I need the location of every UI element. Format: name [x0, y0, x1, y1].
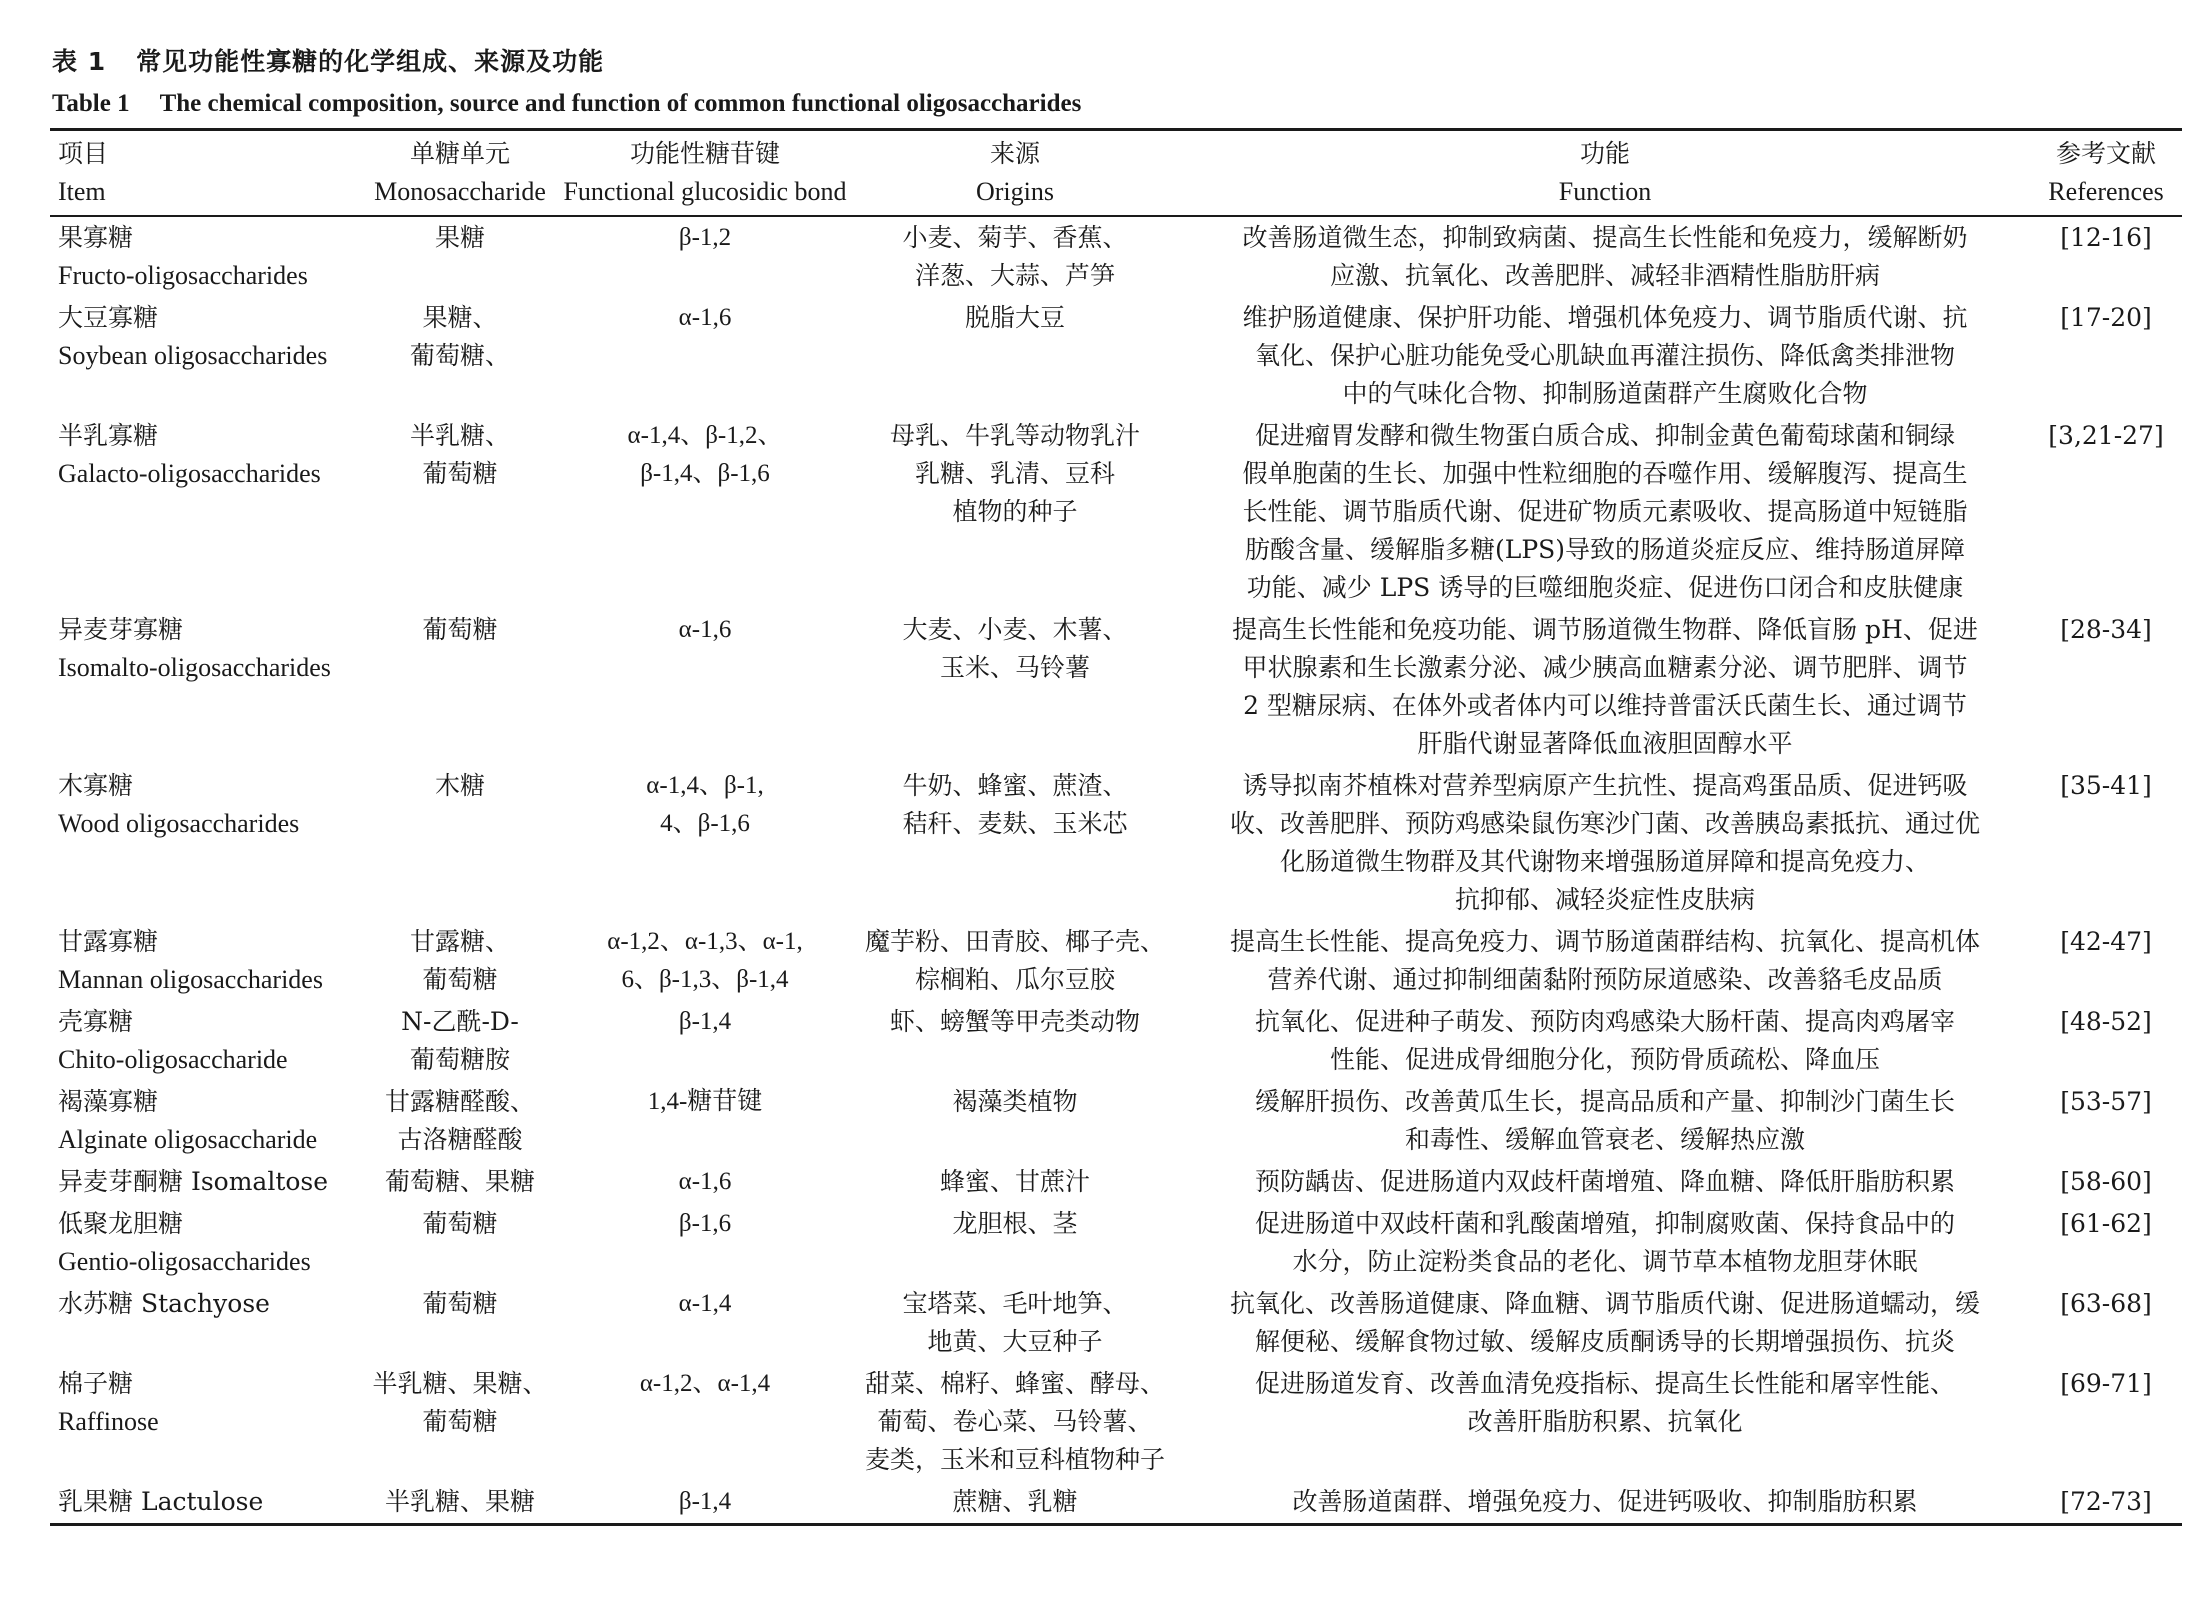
column-header-en: Functional glucosidic bond	[563, 177, 847, 206]
item-name-en: Raffinose	[58, 1407, 159, 1436]
item-cell	[50, 1363, 360, 1481]
glucosidic-bond-cell-line: α-1,2、α-1,3、α-1,	[607, 928, 803, 955]
table-row	[50, 1081, 2182, 1161]
origins-cell-line: 虾、螃蟹等甲壳类动物	[889, 1007, 1140, 1036]
function-cell-line: 功能、减少 LPS 诱导的巨噬细胞炎症、促进伤口闭合和皮肤健康	[1246, 573, 1964, 602]
monosaccharide-cell-line: 葡萄糖	[422, 615, 498, 644]
monosaccharide-cell-line: 葡萄糖胺	[409, 1045, 510, 1074]
item-name-en: Alginate oligosaccharide	[58, 1125, 318, 1154]
item-name-zh: 甘露寡糖	[58, 927, 159, 956]
function-cell-line: 改善肝脂肪积累、抗氧化	[1467, 1407, 1743, 1436]
item-cell	[50, 1161, 360, 1203]
item-name-en: Mannan oligosaccharides	[58, 965, 323, 994]
column-header	[560, 130, 850, 217]
origins-cell	[850, 297, 1180, 415]
glucosidic-bond-cell	[560, 415, 850, 609]
origins-cell	[850, 1001, 1180, 1081]
monosaccharide-cell-line: 半乳糖、果糖	[384, 1487, 535, 1516]
item-name-zh: 乳果糖	[58, 1487, 134, 1516]
table-row	[50, 1203, 2182, 1283]
function-cell-line: 诱导拟南芥植株对营养型病原产生抗性、提高鸡蛋品质、促进钙吸	[1242, 771, 1968, 800]
origins-cell-line: 麦类，玉米和豆科植物种子	[864, 1445, 1165, 1474]
origins-cell-line: 植物的种子	[952, 497, 1078, 526]
item-name	[58, 1487, 263, 1516]
function-cell-line: 抗氧化、促进种子萌发、预防肉鸡感染大肠杆菌、提高肉鸡屠宰	[1254, 1007, 1955, 1036]
monosaccharide-cell-line: 葡萄糖、	[409, 341, 510, 370]
origins-cell	[850, 1481, 1180, 1525]
oligosaccharide-table	[50, 128, 2182, 1526]
table-row	[50, 609, 2182, 765]
origins-cell-line: 脱脂大豆	[964, 303, 1065, 332]
function-cell-line: 维护肠道健康、保护肝功能、增强机体免疫力、调节脂质代谢、抗	[1242, 303, 1968, 332]
function-cell	[1180, 1001, 2030, 1081]
caption-zh	[52, 42, 604, 78]
origins-cell-line: 褐藻类植物	[952, 1087, 1078, 1116]
function-cell-line: 抗抑郁、减轻炎症性皮肤病	[1454, 885, 1755, 914]
monosaccharide-cell-line: 果糖	[434, 223, 485, 252]
glucosidic-bond-cell-line: 6、β-1,3、β-1,4	[621, 966, 789, 993]
glucosidic-bond-cell	[560, 297, 850, 415]
column-header-en: Origins	[976, 177, 1054, 206]
function-cell	[1180, 415, 2030, 609]
origins-cell-line: 龙胆根、茎	[952, 1209, 1078, 1238]
function-cell-line: 促进瘤胃发酵和微生物蛋白质合成、抑制金黄色葡萄球菌和铜绿	[1254, 421, 1955, 450]
function-cell	[1180, 1363, 2030, 1481]
reference-cell: [72-73]	[2060, 1487, 2152, 1516]
monosaccharide-cell	[360, 216, 560, 297]
reference-cell: [12-16]	[2060, 223, 2152, 252]
table-row	[50, 765, 2182, 921]
column-header-en: Function	[1558, 177, 1652, 206]
caption-en	[52, 90, 1081, 118]
item-name-zh: 木寡糖	[58, 771, 134, 800]
function-cell-line: 解便秘、缓解食物过敏、缓解皮质酮诱导的长期增强损伤、抗炎	[1254, 1327, 1955, 1356]
item-name-zh: 果寡糖	[58, 223, 134, 252]
monosaccharide-cell-line: 半乳糖、果糖、	[372, 1369, 548, 1398]
item-name-zh: 半乳寡糖	[58, 421, 159, 450]
function-cell	[1180, 609, 2030, 765]
column-header-en: Monosaccharide	[374, 177, 546, 206]
function-cell-line: 改善肠道微生态，抑制致病菌、提高生长性能和免疫力，缓解断奶	[1242, 223, 1968, 252]
function-cell	[1180, 921, 2030, 1001]
origins-cell-line: 蜂蜜、甘蔗汁	[939, 1167, 1090, 1196]
item-cell	[50, 1203, 360, 1283]
item-cell	[50, 1001, 360, 1081]
monosaccharide-cell	[360, 1283, 560, 1363]
glucosidic-bond-cell	[560, 1481, 850, 1525]
function-cell-line: 性能、促进成骨细胞分化，预防骨质疏松、降血压	[1329, 1045, 1880, 1074]
monosaccharide-cell	[360, 415, 560, 609]
glucosidic-bond-cell-line: β-1,4	[678, 1008, 732, 1035]
function-cell-line: 改善肠道菌群、增强免疫力、促进钙吸收、抑制脂肪积累	[1292, 1487, 1918, 1516]
item-name-zh: 水苏糖	[58, 1289, 134, 1318]
column-header	[850, 130, 1180, 217]
function-cell	[1180, 216, 2030, 297]
caption-zh-title: 常见功能性寡糖的化学组成、来源及功能	[136, 47, 605, 76]
glucosidic-bond-cell	[560, 1363, 850, 1481]
function-cell-line: 中的气味化合物、抑制肠道菌群产生腐败化合物	[1342, 379, 1868, 408]
function-cell	[1180, 297, 2030, 415]
item-name-zh: 大豆寡糖	[58, 303, 159, 332]
monosaccharide-cell-line: 葡萄糖、果糖	[384, 1167, 535, 1196]
monosaccharide-cell	[360, 1203, 560, 1283]
monosaccharide-cell	[360, 1161, 560, 1203]
origins-cell-line: 魔芋粉、田青胶、椰子壳、	[864, 927, 1165, 956]
function-cell-line: 肪酸含量、缓解脂多糖(LPS)导致的肠道炎症反应、维持肠道屏障	[1244, 535, 1966, 564]
origins-cell-line: 蔗糖、乳糖	[952, 1487, 1078, 1516]
monosaccharide-cell	[360, 1081, 560, 1161]
glucosidic-bond-cell	[560, 609, 850, 765]
item-name-en: Chito-oligosaccharide	[58, 1045, 288, 1074]
origins-cell-line: 葡萄、卷心菜、马铃薯、	[877, 1407, 1153, 1436]
column-header	[360, 130, 560, 217]
reference-cell: [58-60]	[2060, 1167, 2152, 1196]
origins-cell-line: 大麦、小麦、木薯、	[902, 615, 1128, 644]
reference-cell: [63-68]	[2060, 1289, 2152, 1318]
origins-cell	[850, 1161, 1180, 1203]
monosaccharide-cell	[360, 765, 560, 921]
glucosidic-bond-cell	[560, 1001, 850, 1081]
function-cell-line: 应激、抗氧化、改善肥胖、减轻非酒精性脂肪肝病	[1329, 261, 1880, 290]
glucosidic-bond-cell-line: α-1,4、β-1,	[646, 772, 764, 799]
glucosidic-bond-cell-line: α-1,6	[678, 1168, 732, 1195]
item-cell	[50, 1283, 360, 1363]
glucosidic-bond-cell	[560, 1283, 850, 1363]
item-cell	[50, 1081, 360, 1161]
item-cell	[50, 609, 360, 765]
origins-cell	[850, 216, 1180, 297]
monosaccharide-cell-line: 果糖、	[422, 303, 498, 332]
origins-cell	[850, 1283, 1180, 1363]
item-name-en: Soybean oligosaccharides	[58, 341, 328, 370]
column-header	[1180, 130, 2030, 217]
monosaccharide-cell-line: 甘露糖醛酸、	[384, 1087, 535, 1116]
monosaccharide-cell-line: 木糖	[434, 771, 485, 800]
function-cell	[1180, 1283, 2030, 1363]
glucosidic-bond-cell	[560, 921, 850, 1001]
monosaccharide-cell	[360, 1481, 560, 1525]
glucosidic-bond-cell	[560, 216, 850, 297]
item-name-zh: 异麦芽寡糖	[58, 615, 184, 644]
reference-cell: [53-57]	[2060, 1087, 2152, 1116]
column-header-zh: 参考文献	[2055, 139, 2156, 168]
reference-cell: [48-52]	[2060, 1007, 2152, 1036]
origins-cell	[850, 1081, 1180, 1161]
function-cell	[1180, 1203, 2030, 1283]
column-header-zh: 功能	[1579, 139, 1630, 168]
function-cell-line: 抗氧化、改善肠道健康、降血糖、调节脂质代谢、促进肠道蠕动，缓	[1229, 1289, 1980, 1318]
monosaccharide-cell-line: 葡萄糖	[422, 965, 498, 994]
function-cell-line: 收、改善肥胖、预防鸡感染鼠伤寒沙门菌、改善胰岛素抵抗、通过优	[1229, 809, 1980, 838]
caption-en-number: Table 1	[52, 90, 130, 117]
column-header-zh: 功能性糖苷键	[629, 139, 780, 168]
origins-cell-line: 乳糖、乳清、豆科	[914, 459, 1115, 488]
origins-cell	[850, 1363, 1180, 1481]
origins-cell-line: 宝塔菜、毛叶地笋、	[902, 1289, 1128, 1318]
glucosidic-bond-cell-line: α-1,6	[678, 304, 732, 331]
item-name	[58, 1289, 270, 1318]
column-header	[2030, 130, 2182, 217]
origins-cell-line: 洋葱、大蒜、芦笋	[914, 261, 1115, 290]
table-row	[50, 1481, 2182, 1525]
function-cell-line: 水分，防止淀粉类食品的老化、调节草本植物龙胆芽休眠	[1292, 1247, 1918, 1276]
function-cell	[1180, 765, 2030, 921]
column-header-zh: 单糖单元	[409, 139, 510, 168]
reference-cell: [69-71]	[2060, 1369, 2152, 1398]
item-cell	[50, 921, 360, 1001]
item-name-en: Wood oligosaccharides	[58, 809, 300, 838]
monosaccharide-cell	[360, 921, 560, 1001]
item-cell	[50, 415, 360, 609]
glucosidic-bond-cell-line: β-1,4、β-1,6	[640, 460, 770, 487]
function-cell-line: 提高生长性能和免疫功能、调节肠道微生物群、降低盲肠 pH、促进	[1232, 615, 1978, 644]
glucosidic-bond-cell	[560, 765, 850, 921]
item-name-en: Gentio-oligosaccharides	[58, 1247, 311, 1276]
glucosidic-bond-cell-line: 1,4-糖苷键	[647, 1088, 763, 1115]
origins-cell-line: 秸秆、麦麸、玉米芯	[902, 809, 1128, 838]
caption-en-title: The chemical composition, source and function of common functional oligosaccharides	[159, 90, 1082, 117]
monosaccharide-cell-line: 葡萄糖	[422, 1209, 498, 1238]
origins-cell	[850, 1203, 1180, 1283]
origins-cell-line: 甜菜、棉籽、蜂蜜、酵母、	[864, 1369, 1165, 1398]
origins-cell	[850, 609, 1180, 765]
origins-cell	[850, 415, 1180, 609]
glucosidic-bond-cell-line: β-1,4	[678, 1488, 732, 1515]
table-row	[50, 1161, 2182, 1203]
item-name-zh: 异麦芽酮糖	[58, 1167, 184, 1196]
item-cell	[50, 216, 360, 297]
glucosidic-bond-cell	[560, 1081, 850, 1161]
function-cell-line: 氧化、保护心脏功能免受心肌缺血再灌注损伤、降低禽类排泄物	[1254, 341, 1955, 370]
table-row	[50, 1283, 2182, 1363]
item-name-zh: 低聚龙胆糖	[58, 1209, 184, 1238]
monosaccharide-cell	[360, 1001, 560, 1081]
table-row	[50, 216, 2182, 297]
glucosidic-bond-cell	[560, 1161, 850, 1203]
origins-cell-line: 母乳、牛乳等动物乳汁	[889, 421, 1140, 450]
function-cell-line: 2 型糖尿病、在体外或者体内可以维持普雷沃氏菌生长、通过调节	[1243, 691, 1967, 720]
item-name-zh: 褐藻寡糖	[58, 1087, 159, 1116]
function-cell	[1180, 1481, 2030, 1525]
function-cell-line: 肝脂代谢显著降低血液胆固醇水平	[1417, 729, 1793, 758]
monosaccharide-cell-line: 甘露糖、	[409, 927, 510, 956]
column-header-zh: 项目	[58, 139, 109, 168]
function-cell-line: 长性能、调节脂质代谢、促进矿物质元素吸收、提高肠道中短链脂	[1242, 497, 1968, 526]
table-row	[50, 1363, 2182, 1481]
origins-cell	[850, 921, 1180, 1001]
column-header	[50, 130, 360, 217]
function-cell-line: 营养代谢、通过抑制细菌黏附预防尿道感染、改善貉毛皮品质	[1267, 965, 1943, 994]
glucosidic-bond-cell	[560, 1203, 850, 1283]
column-header-zh: 来源	[989, 139, 1040, 168]
function-cell	[1180, 1161, 2030, 1203]
monosaccharide-cell-line: 古洛糖醛酸	[397, 1125, 523, 1154]
function-cell-line: 促进肠道中双歧杆菌和乳酸菌增殖，抑制腐败菌、保持食品中的	[1254, 1209, 1955, 1238]
table-row	[50, 297, 2182, 415]
origins-cell-line: 棕榈粕、瓜尔豆胶	[914, 965, 1115, 994]
function-cell-line: 预防龋齿、促进肠道内双歧杆菌增殖、降血糖、降低肝脂肪积累	[1254, 1167, 1955, 1196]
monosaccharide-cell	[360, 297, 560, 415]
item-name	[58, 1167, 328, 1196]
monosaccharide-cell	[360, 609, 560, 765]
reference-cell: [3,21-27]	[2048, 421, 2164, 450]
table-body	[50, 216, 2182, 1525]
item-name-en: Lactulose	[140, 1487, 264, 1516]
item-name-en: Fructo-oligosaccharides	[58, 261, 308, 290]
function-cell-line: 提高生长性能、提高免疫力、调节肠道菌群结构、抗氧化、提高机体	[1229, 927, 1980, 956]
function-cell	[1180, 1081, 2030, 1161]
origins-cell-line: 地黄、大豆种子	[927, 1327, 1103, 1356]
monosaccharide-cell-line: 葡萄糖	[422, 459, 498, 488]
reference-cell: [61-62]	[2060, 1209, 2152, 1238]
reference-cell: [35-41]	[2060, 771, 2152, 800]
reference-cell: [42-47]	[2060, 927, 2152, 956]
glucosidic-bond-cell-line: β-1,2	[678, 224, 732, 251]
item-cell	[50, 765, 360, 921]
function-cell-line: 假单胞菌的生长、加强中性粒细胞的吞噬作用、缓解腹泻、提高生	[1242, 459, 1968, 488]
item-name-zh: 棉子糖	[58, 1369, 134, 1398]
function-cell-line: 化肠道微生物群及其代谢物来增强肠道屏障和提高免疫力、	[1279, 847, 1930, 876]
glucosidic-bond-cell-line: α-1,4、β-1,2、	[627, 422, 783, 449]
table-row	[50, 921, 2182, 1001]
column-header-en: References	[2048, 177, 2164, 206]
origins-cell-line: 玉米、马铃薯	[939, 653, 1090, 682]
header-row	[50, 130, 2182, 217]
column-header-en: Item	[58, 177, 106, 206]
glucosidic-bond-cell-line: β-1,6	[678, 1210, 732, 1237]
monosaccharide-cell-line: 葡萄糖	[422, 1407, 498, 1436]
item-name-en: Isomalto-oligosaccharides	[58, 653, 331, 682]
origins-cell-line: 牛奶、蜂蜜、蔗渣、	[902, 771, 1128, 800]
glucosidic-bond-cell-line: 4、β-1,6	[660, 810, 750, 837]
origins-cell-line: 小麦、菊芋、香蕉、	[902, 223, 1128, 252]
glucosidic-bond-cell-line: α-1,6	[678, 616, 732, 643]
item-name-zh: 壳寡糖	[58, 1007, 134, 1036]
glucosidic-bond-cell-line: α-1,2、α-1,4	[639, 1370, 771, 1397]
item-name-en: Galacto-oligosaccharides	[58, 459, 321, 488]
item-cell	[50, 1481, 360, 1525]
function-cell-line: 促进肠道发育、改善血清免疫指标、提高生长性能和屠宰性能、	[1254, 1369, 1955, 1398]
item-name-en: Stachyose	[140, 1289, 270, 1318]
function-cell-line: 缓解肝损伤、改善黄瓜生长，提高品质和产量、抑制沙门菌生长	[1254, 1087, 1955, 1116]
monosaccharide-cell	[360, 1363, 560, 1481]
table-row	[50, 1001, 2182, 1081]
monosaccharide-cell-line: 葡萄糖	[422, 1289, 498, 1318]
caption-zh-number: 表 1	[52, 47, 107, 76]
item-cell	[50, 297, 360, 415]
origins-cell	[850, 765, 1180, 921]
reference-cell: [28-34]	[2060, 615, 2152, 644]
glucosidic-bond-cell-line: α-1,4	[678, 1290, 732, 1317]
function-cell-line: 甲状腺素和生长激素分泌、减少胰高血糖素分泌、调节肥胖、调节	[1242, 653, 1968, 682]
monosaccharide-cell-line: N-乙酰-D-	[401, 1007, 519, 1036]
item-name-en: Isomaltose	[190, 1167, 329, 1196]
monosaccharide-cell-line: 半乳糖、	[409, 421, 510, 450]
reference-cell: [17-20]	[2060, 303, 2152, 332]
table-row	[50, 415, 2182, 609]
function-cell-line: 和毒性、缓解血管衰老、缓解热应激	[1404, 1125, 1805, 1154]
